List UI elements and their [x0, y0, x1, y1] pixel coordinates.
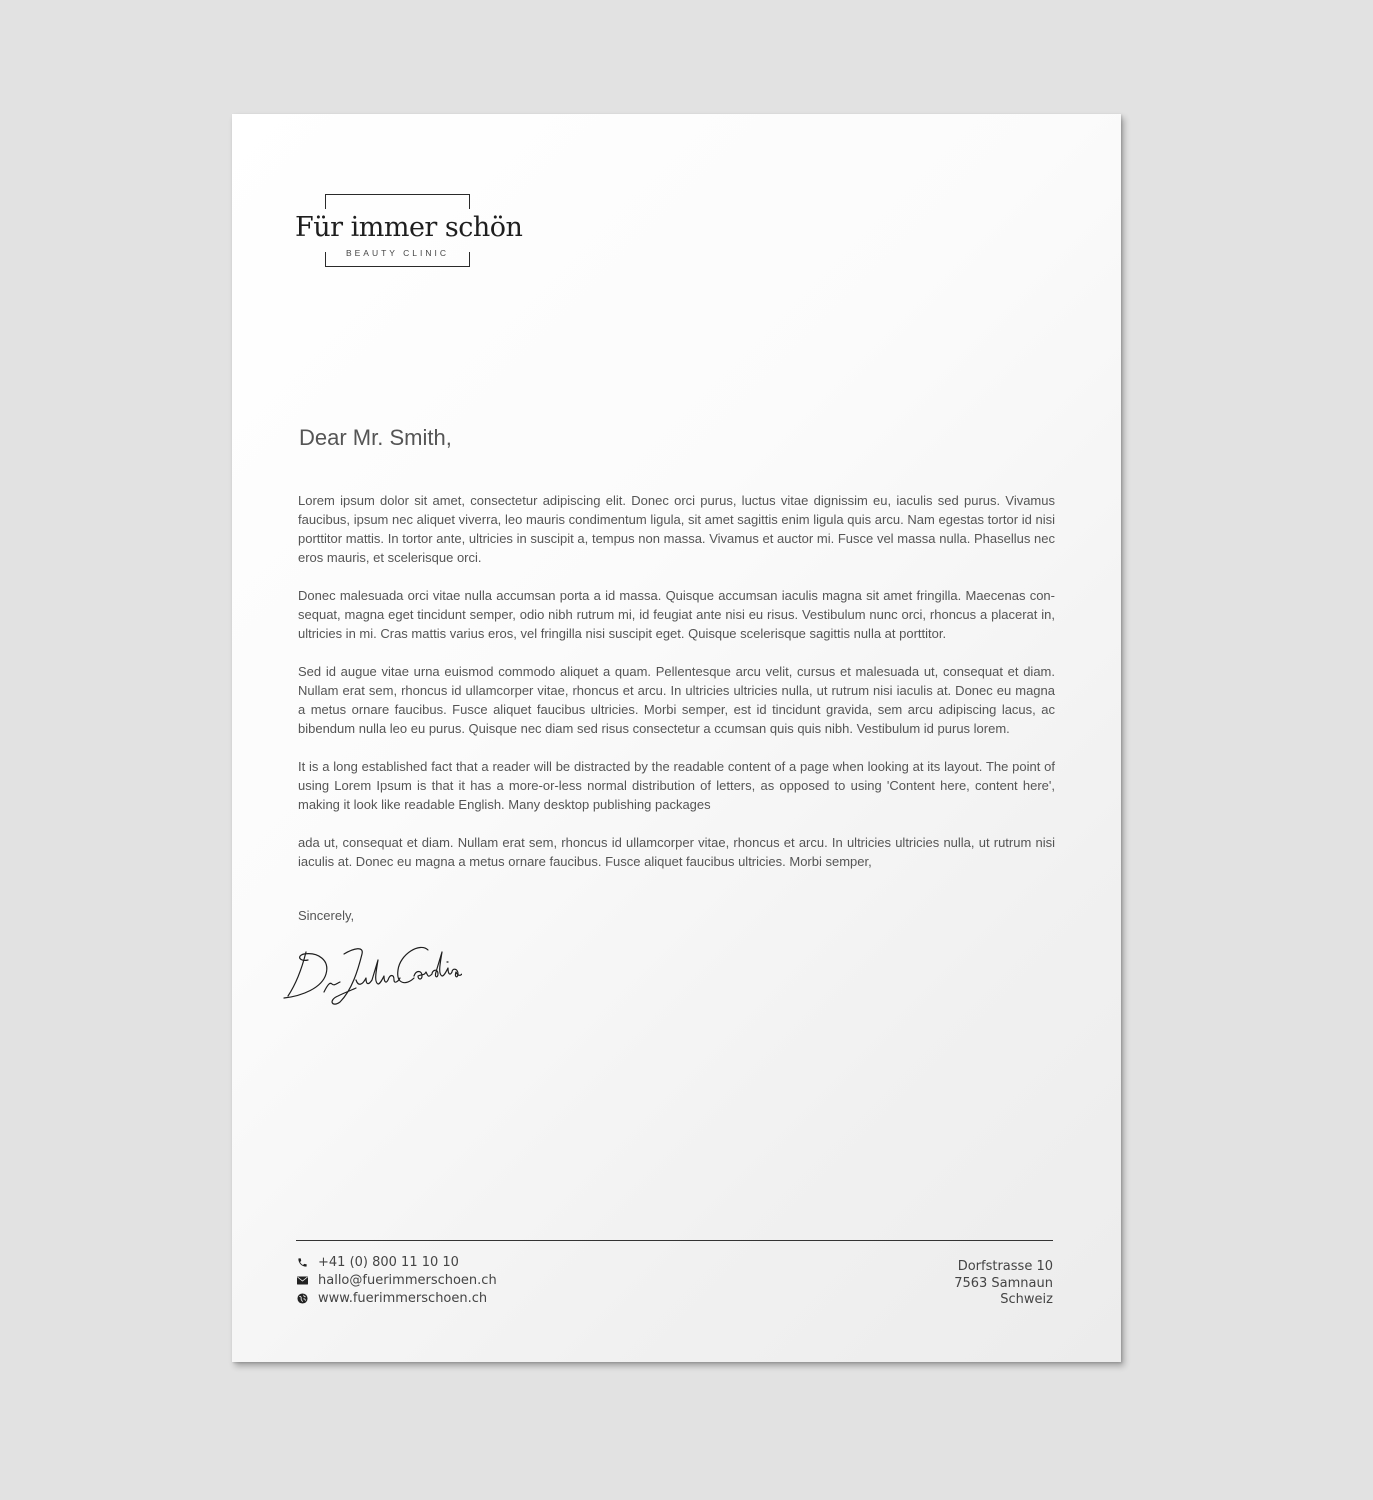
contact-email	[296, 1271, 497, 1289]
logo-frame-bottom	[325, 252, 470, 267]
email-address[interactable]: hallo@fuerimmerschoen.ch	[318, 1272, 497, 1288]
letter-paragraph: ada ut, consequat et diam. Nullam erat sem, rhoncus id ullamcorper vitae, rhoncus et arcu. In ultricies ultricies nulla, ut rutrum nisi iaculis at. Donec eu magna a metus ornare faucibus. Fusce aliquet faucibus ultricies. Morbi semper,	[298, 835, 1055, 869]
letter-paragraph: Lorem ipsum dolor sit amet, consectetur adipiscing elit. Donec orci purus, luctus vitae dignissim eu, iaculis sed purus. Vivamus faucibus, ipsum nec aliquet viverra, leo mauris condimentum ligula, sit amet sagittis enim ligula quis arcu. Nam egestas tortor id nisi porttitor mattis. In tortor ante, ultricies in suscipit a, tempus non massa. Vivamus et auctor mi. Fusce vel massa nulla. Phasellus nec eros mauris, et scelerisque orci.	[298, 493, 1055, 565]
contact-phone	[296, 1253, 497, 1271]
footer-address	[954, 1259, 1053, 1309]
logo-brand-name: Für immer schön	[295, 212, 523, 243]
logo-tagline: BEAUTY CLINIC	[345, 248, 450, 258]
letter-paragraph: Sed id augue vitae urna euismod commodo aliquet a quam. Pellentesque arcu velit, cursus et malesuada ut, consequat et diam. Nullam erat sem, rhoncus id ullamcorper vitae, rhoncus et arcu. In ultricies ultricies nulla, ut rutrum nisi iaculis at. Donec eu magna a metus ornare faucibus. Fusce aliquet faucibus ultricies. Morbi semper, est id tincidunt gravida, sem arcu adipiscing lacus, ac bibendum nulla leo eu purus. Quisque nec diam sed risus consectetur a ccumsan quis quis nibh. Vestibulum id purus lorem.	[298, 664, 1055, 736]
brand-logo	[295, 194, 523, 268]
contact-website	[296, 1289, 497, 1307]
letterhead-sheet	[232, 114, 1121, 1362]
website-url[interactable]: www.fuerimmerschoen.ch	[318, 1290, 488, 1306]
letter-salutation: Dear Mr. Smith,	[299, 425, 452, 450]
footer-divider	[296, 1240, 1053, 1241]
address-city: 7563 Samnaun	[954, 1275, 1053, 1291]
envelope-icon	[296, 1274, 309, 1287]
globe-icon	[296, 1292, 309, 1305]
letter-paragraph: It is a long established fact that a reader will be distracted by the readable content of a page when looking at its layout. The point of using Lorem Ipsum is that it has a more-or-less normal distribution of letters, as opposed to using 'Content here, content here', making it look like readable English. Many desktop publishing packages	[298, 759, 1055, 812]
address-country: Schweiz	[1000, 1292, 1053, 1307]
phone-icon	[296, 1256, 309, 1269]
letter-body	[298, 491, 1055, 890]
phone-number[interactable]: +41 (0) 800 11 10 10	[318, 1254, 459, 1270]
footer-contacts	[296, 1253, 497, 1307]
logo-frame-top	[325, 194, 470, 209]
letter-paragraph: Donec malesuada orci vitae nulla accumsan porta a id massa. Quisque accumsan iaculis magna sit amet fringilla. Maecenas con-sequat, magna eget tincidunt semper, odio nibh rutrum mi, id feugiat ante nisi eu risus. Vestibulum nunc orci, rhoncus a placerat in, ultricies in mi. Cras mattis varius eros, vel fringilla nisi suscipit eget. Quisque scelerisque sagittis nulla at porttitor.	[298, 588, 1055, 641]
handwritten-signature	[282, 940, 462, 1008]
address-street: Dorfstrasse 10	[957, 1259, 1053, 1274]
letter-closing: Sincerely,	[298, 908, 355, 923]
